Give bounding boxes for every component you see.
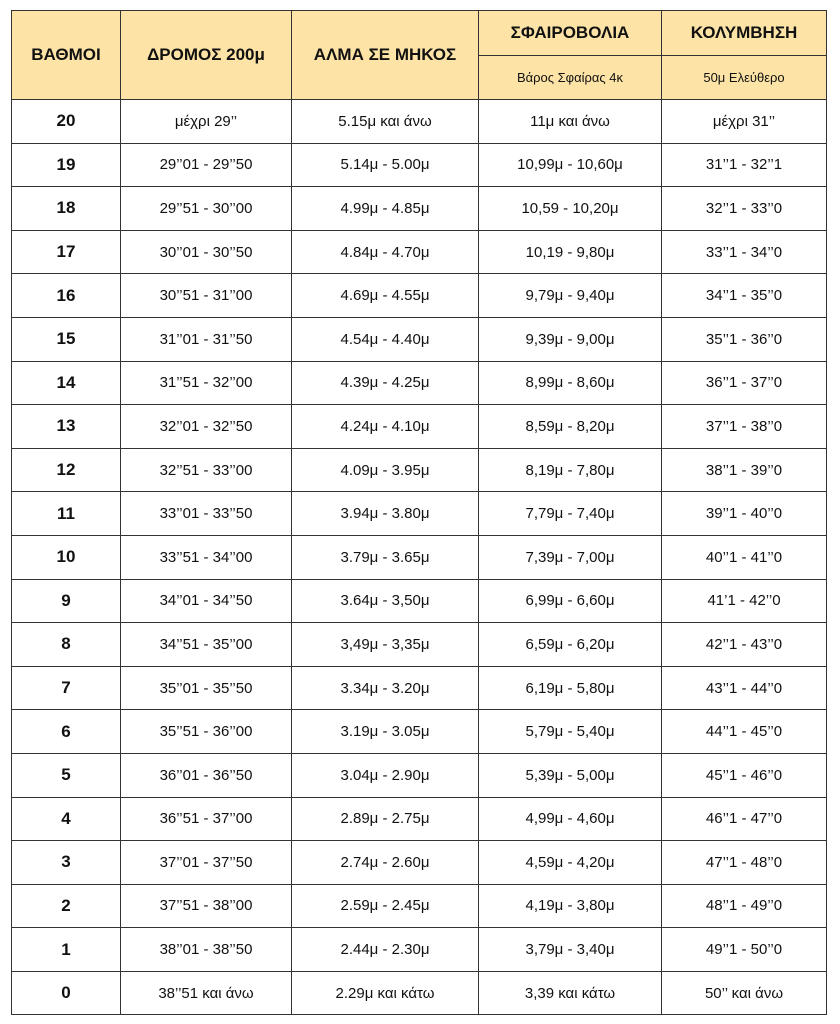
cell-shot-put: 6,19μ - 5,80μ	[479, 666, 662, 710]
header-shot-put: ΣΦΑΙΡΟΒΟΛΙΑ	[479, 11, 662, 56]
table-row	[12, 274, 827, 318]
cell-run-200m: 34’’01 - 34’’50	[121, 579, 292, 623]
cell-points: 4	[12, 797, 121, 841]
cell-points: 5	[12, 753, 121, 797]
cell-shot-put: 10,99μ - 10,60μ	[479, 143, 662, 187]
cell-shot-put: 9,39μ - 9,00μ	[479, 317, 662, 361]
cell-points: 14	[12, 361, 121, 405]
cell-shot-put: 8,99μ - 8,60μ	[479, 361, 662, 405]
cell-shot-put: 3,79μ - 3,40μ	[479, 928, 662, 972]
cell-run-200m: 33’’51 - 34’’00	[121, 535, 292, 579]
table-body	[12, 100, 827, 1015]
table-row	[12, 841, 827, 885]
cell-points: 16	[12, 274, 121, 318]
cell-points: 0	[12, 971, 121, 1015]
table-row	[12, 623, 827, 667]
cell-points: 7	[12, 666, 121, 710]
table-row	[12, 100, 827, 144]
cell-shot-put: 7,79μ - 7,40μ	[479, 492, 662, 536]
scoring-table	[11, 10, 827, 1015]
cell-swimming: 43’’1 - 44’’0	[662, 666, 827, 710]
cell-long-jump: 2.44μ - 2.30μ	[292, 928, 479, 972]
cell-points: 15	[12, 317, 121, 361]
cell-shot-put: 7,39μ - 7,00μ	[479, 535, 662, 579]
cell-run-200m: 36’’51 - 37’’00	[121, 797, 292, 841]
table-row	[12, 230, 827, 274]
cell-swimming: 36’’1 - 37’’0	[662, 361, 827, 405]
cell-shot-put: 6,59μ - 6,20μ	[479, 623, 662, 667]
cell-run-200m: 29’’51 - 30’’00	[121, 187, 292, 231]
cell-swimming: 41’1 - 42’’0	[662, 579, 827, 623]
cell-points: 2	[12, 884, 121, 928]
cell-run-200m: 37’’51 - 38’’00	[121, 884, 292, 928]
cell-run-200m: 29’’01 - 29’’50	[121, 143, 292, 187]
cell-points: 1	[12, 928, 121, 972]
cell-long-jump: 3.94μ - 3.80μ	[292, 492, 479, 536]
cell-shot-put: 8,59μ - 8,20μ	[479, 405, 662, 449]
cell-points: 6	[12, 710, 121, 754]
cell-long-jump: 3.04μ - 2.90μ	[292, 753, 479, 797]
cell-points: 11	[12, 492, 121, 536]
cell-long-jump: 3.79μ - 3.65μ	[292, 535, 479, 579]
cell-swimming: 48’’1 - 49’’0	[662, 884, 827, 928]
table-row	[12, 753, 827, 797]
cell-swimming: 40’’1 - 41’’0	[662, 535, 827, 579]
cell-long-jump: 4.69μ - 4.55μ	[292, 274, 479, 318]
cell-run-200m: 36’’01 - 36’’50	[121, 753, 292, 797]
cell-swimming: 35’’1 - 36’’0	[662, 317, 827, 361]
cell-swimming: 39’’1 - 40’’0	[662, 492, 827, 536]
cell-long-jump: 2.59μ - 2.45μ	[292, 884, 479, 928]
cell-points: 17	[12, 230, 121, 274]
cell-long-jump: 4.39μ - 4.25μ	[292, 361, 479, 405]
table-row	[12, 710, 827, 754]
cell-run-200m: 35’’51 - 36’’00	[121, 710, 292, 754]
cell-swimming: 46’’1 - 47’’0	[662, 797, 827, 841]
cell-run-200m: 32’’01 - 32’’50	[121, 405, 292, 449]
table-row	[12, 797, 827, 841]
cell-points: 10	[12, 535, 121, 579]
cell-long-jump: 4.09μ - 3.95μ	[292, 448, 479, 492]
cell-swimming: 33’’1 - 34’’0	[662, 230, 827, 274]
table-row	[12, 535, 827, 579]
cell-long-jump: 4.99μ - 4.85μ	[292, 187, 479, 231]
table-row	[12, 317, 827, 361]
cell-long-jump: 4.84μ - 4.70μ	[292, 230, 479, 274]
table-row	[12, 187, 827, 231]
cell-shot-put: 4,59μ - 4,20μ	[479, 841, 662, 885]
cell-shot-put: 4,99μ - 4,60μ	[479, 797, 662, 841]
cell-run-200m: 37’’01 - 37’’50	[121, 841, 292, 885]
table-row	[12, 143, 827, 187]
cell-swimming: 34’’1 - 35’’0	[662, 274, 827, 318]
cell-run-200m: 38’’01 - 38’’50	[121, 928, 292, 972]
cell-points: 19	[12, 143, 121, 187]
cell-shot-put: 8,19μ - 7,80μ	[479, 448, 662, 492]
header-run-200m: ΔΡΟΜΟΣ 200μ	[121, 11, 292, 100]
cell-long-jump: 3.34μ - 3.20μ	[292, 666, 479, 710]
cell-run-200m: 35’’01 - 35’’50	[121, 666, 292, 710]
header-row	[12, 11, 827, 56]
cell-shot-put: 4,19μ - 3,80μ	[479, 884, 662, 928]
cell-long-jump: 2.89μ - 2.75μ	[292, 797, 479, 841]
cell-shot-put: 11μ και άνω	[479, 100, 662, 144]
table-row	[12, 448, 827, 492]
cell-shot-put: 5,79μ - 5,40μ	[479, 710, 662, 754]
cell-swimming: 44’’1 - 45’’0	[662, 710, 827, 754]
cell-run-200m: 31’’01 - 31’’50	[121, 317, 292, 361]
cell-points: 12	[12, 448, 121, 492]
table-row	[12, 579, 827, 623]
table-row	[12, 405, 827, 449]
table-header	[12, 11, 827, 100]
table-row	[12, 492, 827, 536]
header-shot-put-sub: Βάρος Σφαίρας 4κ	[479, 56, 662, 100]
cell-swimming: 42’’1 - 43’’0	[662, 623, 827, 667]
cell-points: 13	[12, 405, 121, 449]
cell-long-jump: 5.15μ και άνω	[292, 100, 479, 144]
cell-run-200m: 30’’01 - 30’’50	[121, 230, 292, 274]
cell-shot-put: 5,39μ - 5,00μ	[479, 753, 662, 797]
table-row	[12, 884, 827, 928]
cell-swimming: 47’’1 - 48’’0	[662, 841, 827, 885]
cell-run-200m: 31’’51 - 32’’00	[121, 361, 292, 405]
cell-long-jump: 2.74μ - 2.60μ	[292, 841, 479, 885]
cell-swimming: 49’’1 - 50’’0	[662, 928, 827, 972]
cell-shot-put: 10,19 - 9,80μ	[479, 230, 662, 274]
cell-points: 8	[12, 623, 121, 667]
cell-long-jump: 2.29μ και κάτω	[292, 971, 479, 1015]
cell-swimming: μέχρι 31’’	[662, 100, 827, 144]
cell-run-200m: 30’’51 - 31’’00	[121, 274, 292, 318]
cell-long-jump: 3.64μ - 3,50μ	[292, 579, 479, 623]
cell-points: 3	[12, 841, 121, 885]
cell-run-200m: 34’’51 - 35’’00	[121, 623, 292, 667]
table-row	[12, 928, 827, 972]
cell-run-200m: 32’’51 - 33’’00	[121, 448, 292, 492]
cell-shot-put: 9,79μ - 9,40μ	[479, 274, 662, 318]
table-row	[12, 971, 827, 1015]
cell-run-200m: μέχρι 29’’	[121, 100, 292, 144]
header-long-jump: ΑΛΜΑ ΣΕ ΜΗΚΟΣ	[292, 11, 479, 100]
header-swimming: ΚΟΛΥΜΒΗΣΗ	[662, 11, 827, 56]
cell-swimming: 50’’ και άνω	[662, 971, 827, 1015]
cell-swimming: 37’’1 - 38’’0	[662, 405, 827, 449]
cell-swimming: 45’’1 - 46’’0	[662, 753, 827, 797]
cell-long-jump: 3.19μ - 3.05μ	[292, 710, 479, 754]
table-row	[12, 361, 827, 405]
cell-long-jump: 4.54μ - 4.40μ	[292, 317, 479, 361]
cell-shot-put: 3,39 και κάτω	[479, 971, 662, 1015]
header-swimming-sub: 50μ Ελεύθερο	[662, 56, 827, 100]
cell-swimming: 32’’1 - 33’’0	[662, 187, 827, 231]
cell-points: 9	[12, 579, 121, 623]
cell-long-jump: 5.14μ - 5.00μ	[292, 143, 479, 187]
header-points: ΒΑΘΜΟΙ	[12, 11, 121, 100]
cell-run-200m: 38’’51 και άνω	[121, 971, 292, 1015]
cell-points: 20	[12, 100, 121, 144]
cell-long-jump: 3,49μ - 3,35μ	[292, 623, 479, 667]
table-row	[12, 666, 827, 710]
cell-shot-put: 10,59 - 10,20μ	[479, 187, 662, 231]
cell-swimming: 38’’1 - 39’’0	[662, 448, 827, 492]
cell-swimming: 31’’1 - 32’’1	[662, 143, 827, 187]
cell-points: 18	[12, 187, 121, 231]
cell-shot-put: 6,99μ - 6,60μ	[479, 579, 662, 623]
cell-long-jump: 4.24μ - 4.10μ	[292, 405, 479, 449]
cell-run-200m: 33’’01 - 33’’50	[121, 492, 292, 536]
